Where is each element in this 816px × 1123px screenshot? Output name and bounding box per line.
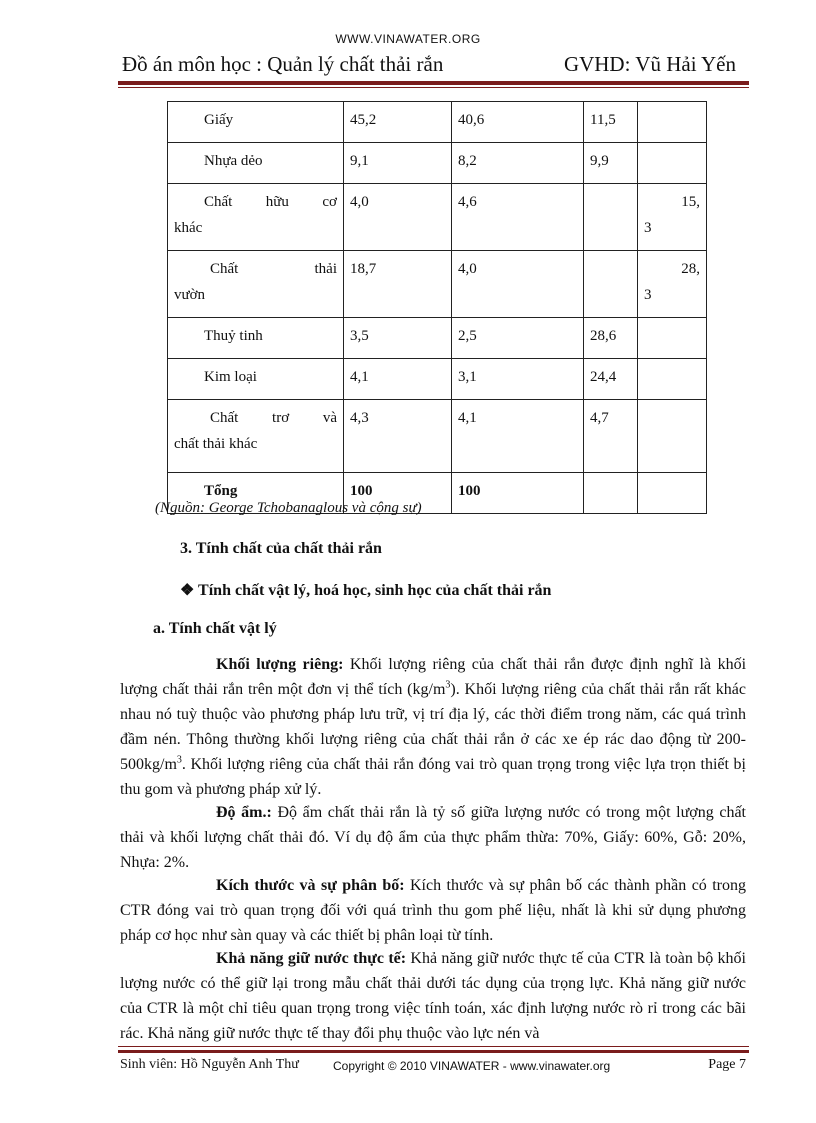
table-cell: 45,2: [344, 102, 452, 143]
table-cell-name: Thuỷ tinh: [168, 318, 344, 359]
paragraph-density: [120, 652, 746, 802]
subsection-heading: ❖ Tính chất vật lý, hoá học, sinh học của chất thải rắn: [180, 582, 552, 599]
cell-line: 28,: [681, 261, 700, 277]
table-cell-name: Giấy: [168, 102, 344, 143]
table-row: [168, 251, 707, 318]
table-cell-name: Nhựa dẻo: [168, 143, 344, 184]
table-cell: 4,1: [452, 400, 584, 473]
table-cell: [638, 143, 707, 184]
page-number: Page 7: [708, 1057, 746, 1072]
table-cell-name: [168, 184, 344, 251]
table-row: [168, 143, 707, 184]
table-cell: 8,2: [452, 143, 584, 184]
table-cell: 9,1: [344, 143, 452, 184]
paragraph-text: Khả năng giữ nước thực tế của CTR là toàn bộ khối lượng nước có thể giữ lại trong mẫu chất thải dưới tác dụng của trọng lực. Khả năng giữ nước của CTR là một chỉ tiêu quan trọng trong việc tính toán, xác định lượng nước rò rỉ trong các bãi rác. Khả năng giữ nước thực tế thay đổi phụ thuộc vào lực nén và: [120, 950, 746, 1042]
superscript: 3: [176, 754, 182, 766]
table-cell: 4,3: [344, 400, 452, 473]
table-row: [168, 400, 707, 473]
cell-line: Chất trơ và: [210, 410, 337, 426]
table-cell: 18,7: [344, 251, 452, 318]
table-cell: [638, 359, 707, 400]
advisor-name: GVHD: Vũ Hải Yến: [563, 52, 736, 76]
paragraph-lead: Khối lượng riêng:: [216, 656, 344, 673]
paragraph-lead: Kích thước và sự phân bố:: [216, 877, 405, 894]
header-rule-thin: [118, 87, 749, 88]
table-cell: [638, 318, 707, 359]
table-cell: 4,6: [452, 184, 584, 251]
paragraph-field-capacity: [120, 946, 746, 1046]
paragraph-text: . Khối lượng riêng của chất thải rắn đóng vai trò quan trọng trong việc lựa trọn thiết bị thu gom và phương pháp xử lý.: [120, 756, 746, 798]
table-cell: [584, 473, 638, 514]
table-cell: 100: [452, 473, 584, 514]
footer-rule-thick: [118, 1050, 749, 1053]
paragraph-lead: Độ ẩm.:: [216, 804, 272, 821]
footer-copyright: Copyright © 2010 VINAWATER - www.vinawater.org: [333, 1059, 611, 1073]
table-row: [168, 359, 707, 400]
table-cell-name: Tổng: [168, 473, 344, 514]
table-row: [168, 102, 707, 143]
table-cell: [638, 102, 707, 143]
paragraph-text: Kích thước và sự phân bố các thành phần có trong CTR đóng vai trò quan trọng đối với quá trình thu gom phế liệu, nhất là khi sử dụng phương pháp cơ học như sàn quay và các thiết bị phân loại từ tính.: [120, 877, 746, 944]
table-cell: [638, 473, 707, 514]
footer-rule-thin: [118, 1046, 749, 1047]
paragraph-text: ). Khối lượng riêng của chất thải rắn rất khác nhau nó tuỳ thuộc vào phương pháp lưu trữ, vị trí địa lý, các thời điểm trong năm, các quá trình đầm nén. Thông thường khối lượng riêng của chất thải rắn ở các xe ép rác dao động từ 200- 500kg/m: [120, 681, 746, 773]
paragraph-moisture: [120, 800, 746, 875]
table-cell: [584, 184, 638, 251]
composition-table: [167, 101, 707, 514]
table-cell: 28,6: [584, 318, 638, 359]
subsection-a-heading: a. Tính chất vật lý: [153, 620, 277, 637]
table-cell: 100: [344, 473, 452, 514]
superscript: 3: [445, 679, 451, 691]
cell-line: chất thải khác: [174, 436, 258, 452]
cell-line: 3: [644, 287, 652, 303]
table-cell: 3,5: [344, 318, 452, 359]
paragraph-size: [120, 873, 746, 948]
footer-student: Sinh viên: Hồ Nguyễn Anh Thư: [120, 1057, 299, 1072]
table-cell: 24,4: [584, 359, 638, 400]
table-cell: [638, 251, 707, 318]
cell-line: khác: [174, 220, 203, 236]
table-cell: 11,5: [584, 102, 638, 143]
table-cell-name: [168, 251, 344, 318]
section-heading: 3. Tính chất của chất thải rắn: [180, 540, 382, 557]
table-cell: 4,7: [584, 400, 638, 473]
table-cell: 9,9: [584, 143, 638, 184]
table-source: (Nguồn: George Tchobanaglous và cộng sự): [155, 500, 422, 516]
table-cell: [638, 184, 707, 251]
course-title: Đồ án môn học : Quản lý chất thải rắn: [122, 52, 444, 76]
cell-line: Chất thải: [210, 261, 337, 277]
paragraph-text: Khối lượng riêng của chất thải rắn được định nghĩ là khối lượng chất thải rắn trên một đơn vị thể tích (kg/m: [120, 656, 747, 698]
paragraph-text: Độ ẩm chất thải rắn là tỷ số giữa lượng nước có trong một lượng chất thải và khối lượng chất thải đó. Ví dụ độ ẩm của thực phẩm thừa: 70%, Giấy: 60%, Gỗ: 20%, Nhựa: 2%.: [120, 804, 746, 871]
cell-line: vườn: [174, 287, 206, 303]
site-url: WWW.VINAWATER.ORG: [335, 32, 481, 46]
table-cell-name: Kim loại: [168, 359, 344, 400]
table-row: [168, 184, 707, 251]
paragraph-lead: Khả năng giữ nước thực tế:: [216, 950, 407, 967]
table-cell: 4,0: [344, 184, 452, 251]
table-cell: 4,0: [452, 251, 584, 318]
table-cell-name: [168, 400, 344, 473]
header-rule-thick: [118, 81, 749, 85]
table-cell: 4,1: [344, 359, 452, 400]
table-cell: 3,1: [452, 359, 584, 400]
cell-line: 15,: [681, 194, 700, 210]
table-cell: [638, 400, 707, 473]
table-cell: 40,6: [452, 102, 584, 143]
table-cell: 2,5: [452, 318, 584, 359]
cell-line: Chất hữu cơ: [204, 194, 337, 210]
table-row: [168, 318, 707, 359]
cell-line: 3: [644, 220, 652, 236]
table-cell: [584, 251, 638, 318]
